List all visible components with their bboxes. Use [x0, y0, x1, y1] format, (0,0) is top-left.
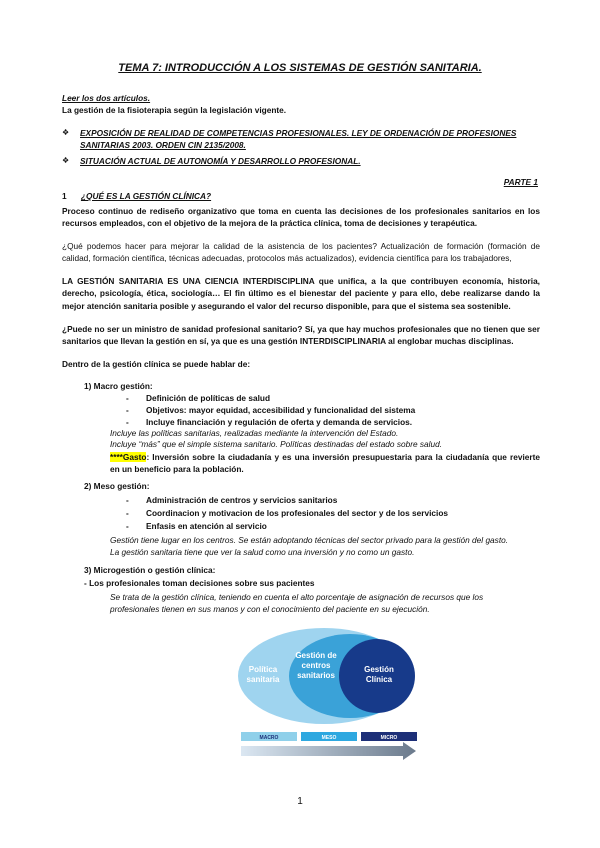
gasto-note [110, 451, 540, 476]
outer-label-line: sanitaria [246, 675, 280, 684]
outer-label-line: Política [248, 665, 278, 674]
direction-arrow-icon [241, 742, 416, 760]
meso-bar-label: MESO [321, 735, 337, 741]
intro-heading: Leer los dos artículos. [62, 93, 151, 103]
macro-item: - Definición de políticas de salud [126, 393, 271, 403]
meso-note: La gestión sanitaria tiene que ver la salud como una inversión y no como un gasto. [110, 547, 415, 557]
gasto-highlight: ****Gasto [110, 452, 147, 462]
macro-bar-label: MACRO [259, 735, 279, 741]
diamond-bullet-icon: ❖ [62, 128, 70, 137]
gasto-text: : Inversión sobre la ciudadanía y es una inversión presupuestaria para la ciudadanía que revierte en un beneficio para la población. [110, 452, 540, 475]
intro-line: La gestión de la fisioterapia según la legislación vigente. [62, 105, 287, 115]
inner-label-line: Gestión [364, 665, 394, 674]
part-label: PARTE 1 [503, 177, 538, 187]
paragraph-3: LA GESTIÓN SANITARIA ES UNA CIENCIA INTERDISCIPLINA que unifica, a la que contribuyen economía, historia, derecho, psicología, ética, sociología… El fin último es el bienestar del paciente y para ello, debe realizarse dando la mejor atención sanitaria posible y asegurando el valor del recurso disponible, para que el sistema sea sostenible. [62, 276, 540, 311]
middle-label-line: sanitarios [297, 671, 335, 680]
section-heading [62, 190, 540, 202]
diamond-bullet-icon: ❖ [62, 156, 70, 165]
micro-label: 3) Microgestión o gestión clínica: [84, 565, 216, 575]
meso-item: - Administración de centros y servicios sanitarios [126, 495, 338, 505]
meso-item: - Enfasis en atención al servicio [126, 521, 267, 531]
management-levels-diagram [238, 626, 418, 762]
section-title: ¿QUÉ ES LA GESTIÓN CLÍNICA? [80, 191, 212, 201]
meso-item: - Coordinacion y motivacion de los profesionales del sector y de los servicios [126, 508, 449, 518]
page-number: 1 [297, 796, 303, 807]
meso-note: Gestión tiene lugar en los centros. Se están adoptando técnicas del sector privado para la gestión del gasto. [110, 535, 509, 545]
meso-label: 2) Meso gestión: [84, 481, 150, 491]
macro-note: Incluye “más” que el simple sistema sanitario. Políticas destinadas del estado sobre salud. [110, 439, 443, 449]
macro-item: - Objetivos: mayor equidad, accesibilidad y funcionalidad del sistema [126, 405, 416, 415]
paragraph-5: Dentro de la gestión clínica se puede hablar de: [62, 359, 251, 369]
article-text: SITUACIÓN ACTUAL DE AUTONOMÍA Y DESARROLLO PROFESIONAL. [80, 156, 361, 166]
inner-label [364, 665, 394, 684]
article-text: EXPOSICIÓN DE REALIDAD DE COMPETENCIAS PROFESIONALES. LEY DE ORDENACIÓN DE PROFESIONES SANITARIAS 2003. ORDEN CIN 2135/2008. [80, 128, 517, 151]
middle-label-line: Gestión de [295, 651, 337, 660]
macro-label: 1) Macro gestión: [84, 381, 153, 391]
micro-note: Se trata de la gestión clínica, teniendo en cuenta el alto porcentaje de asignación de recursos que los profesionales tienen en sus manos y con el conocimiento del paciente en su ejecución. [110, 592, 484, 615]
micro-sub: - Los profesionales toman decisiones sobre sus pacientes [84, 578, 315, 588]
paragraph-4: ¿Puede no ser un ministro de sanidad profesional sanitario? Sí, ya que hay muchos profesionales que no tienen que ser sanitarios que llevan la gestión en sí, ya que es una gestión INTERDISCIPLINARIA al englobar muchas disciplinas. [62, 324, 540, 347]
inner-label-line: Clínica [365, 675, 393, 684]
macro-note: Incluye las políticas sanitarias, realizadas mediante la intervención del Estado. [110, 428, 399, 438]
paragraph-1: Proceso continuo de rediseño organizativo que toma en cuenta las decisiones de los profesionales sanitarios en los recursos empleados, con el objetivo de la mejora de la práctica clínica, toma de decisiones y terapéutica. [62, 206, 540, 229]
paragraph-2: ¿Qué podemos hacer para mejorar la calidad de la asistencia de los pacientes? Actualización de formación (formación de calidad, formación científica, técnicas adecuadas, protocolos más actualizados), evidencia científica para los trabajadores, [62, 241, 540, 264]
micro-bar-label: MICRO [380, 735, 398, 741]
section-number: 1 [62, 191, 67, 201]
page-title: TEMA 7: INTRODUCCIÓN A LOS SISTEMAS DE GESTIÓN SANITARIA. [118, 62, 482, 74]
macro-item: - Incluye financiación y regulación de oferta y demanda de servicios. [126, 417, 413, 427]
outer-label [247, 665, 280, 684]
middle-label-line: centros [301, 661, 331, 670]
